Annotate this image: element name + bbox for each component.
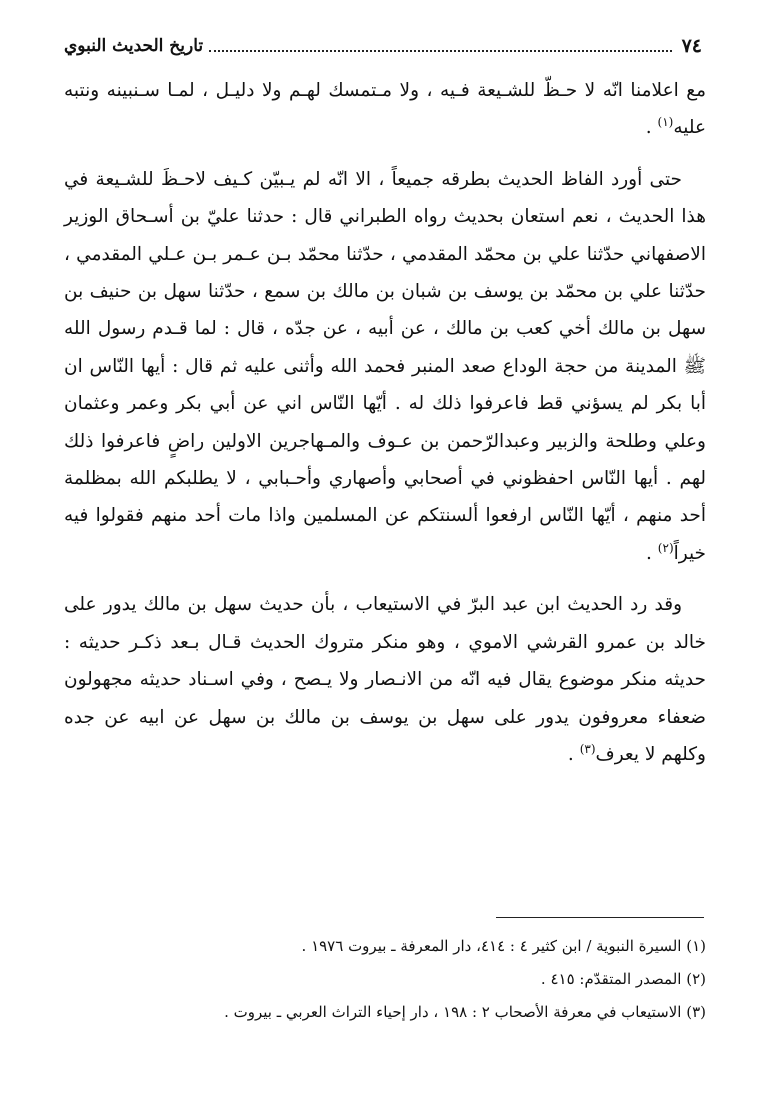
footnote: (٣) الاستيعاب في معرفة الأصحاب ٢ : ١٩٨ ، دار إحياء التراث العربي ـ بيروت .	[224, 1003, 706, 1021]
page-header	[64, 30, 702, 62]
footnote: (١) السيرة النبوية / ابن كثير ٤ : ٤١٤، دار المعرفة ـ بيروت ١٩٧٦ .	[301, 937, 706, 955]
footnote-reference: (٣)	[579, 741, 596, 756]
paragraph-text: حتى أورد الفاظ الحديث بطرقه جميعاً ، الا انّه لم يـبيّن كـيف لاحـظَ للشـيعة في هذا الحديث ، نعم استعان بحديث رواه الطبراني قال : حدثنا عليّ بن أسـحاق الوزير الاصفهاني حدّثنا علي بن محمّد المقدمي ، حدّثنا محمّد بـن عـمر بـن عـلي المقدمي ، حدّثنا علي بن محمّد بن يوسف بن شبان بن مالك بن سمع ، حدّثنا سهل بن حنيف بن سهل بن مالك أخي كعب بن مالك ، عن أبيه ، عن جدّه ، قال : لما قـدم رسول الله ﷺ المدينة من حجة الوداع صعد المنبر فحمد الله وأثنى عليه ثم قال : أيها النّاس ان أبا بكر لم يسؤني قط فاعرفوا ذلك له . أيّها النّاس اني عن أبي بكر وعمر وعثمان وعلي وطلحة والزبير وعبدالرّحمن بن عـوف والمـهاجرين الاولين راضٍ فاعرفوا ذلك لهم . أيها النّاس احفظوني في أصحابي وأصهاري وأحـبابي ، لا يطلبكم الله بمظلمة أحد منهم ، أيّها النّاس ارفعوا ألسنتكم عن المسلمين واذا مات أحد منهم فقولوا فيه خيراً	[64, 168, 706, 564]
paragraph	[64, 586, 706, 773]
header-dot-leader	[209, 40, 671, 52]
paragraph-end: .	[567, 743, 574, 765]
page-number: ٧٤	[681, 35, 702, 57]
paragraph-text: وقد رد الحديث ابن عبد البرّ في الاستيعاب ، بأن حديث سهل بن مالك يدور على خالد بن عمرو القرشي الاموي ، وهو منكر متروك الحديث قـال بـعد ذكـر حديثه : حديثه منكر موضوع يقال فيه انّه من الانـصار ولا يـصح ، وفي اسـناد حديثه مجهولون ضعفاء معروفون يدور على سهل بن يوسف بن مالك بن سهل عن ابيه عن جده وكلهم لا يعرف	[64, 594, 706, 765]
paragraph	[64, 161, 706, 572]
footnote-separator	[496, 917, 704, 918]
footnote: (٢) المصدر المتقدّم: ٤١٥ .	[540, 970, 706, 988]
paragraph	[64, 72, 706, 147]
main-text	[64, 72, 706, 773]
running-title: تاريخ الحديث النبوي	[64, 36, 204, 56]
paragraph-end: .	[646, 542, 652, 564]
footnote-reference: (٢)	[657, 540, 674, 555]
paragraph-text: مع اعلامنا انّه لا حـظّ للشـيعة فـيه ، ولا مـتمسك لهـم ولا دليـل ، لمـا سـنبينه ونتبه عليه	[64, 80, 706, 139]
footnotes	[64, 930, 706, 1029]
footnote-reference: (١)	[657, 115, 674, 130]
paragraph-end: .	[645, 117, 652, 139]
